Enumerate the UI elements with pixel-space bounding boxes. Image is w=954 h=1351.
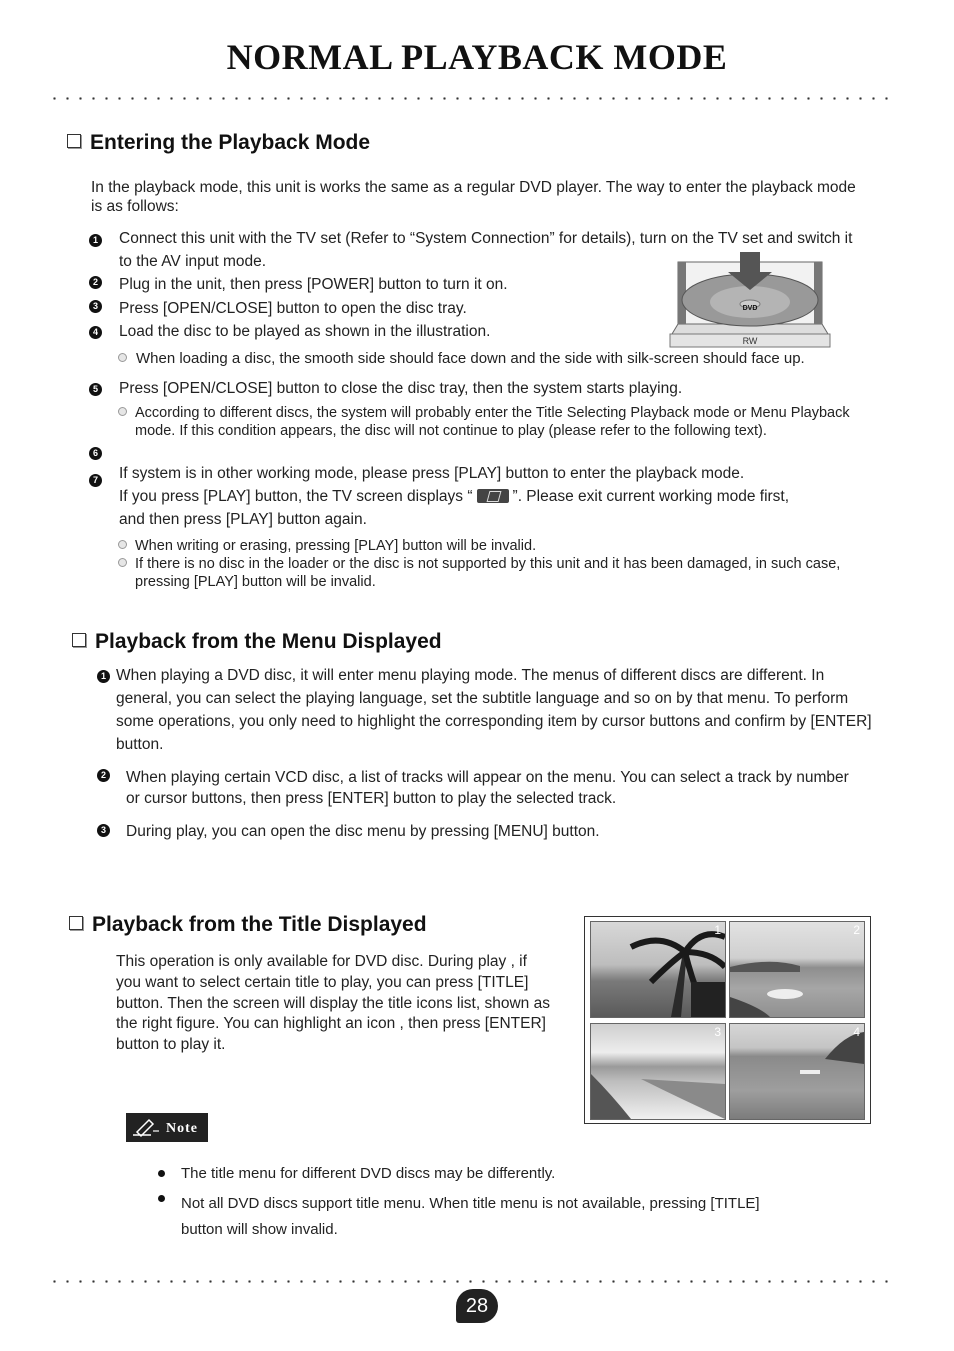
section-heading-entering bbox=[67, 131, 370, 155]
step-4-note: When loading a disc, the smooth side should face down and the side with silk-screen should face up. bbox=[136, 350, 805, 367]
title-body-text: This operation is only available for DVD disc. During play , if you want to select certain title to play, you can press [TITLE] button. Then the screen will display the title icons list, shown as the right figure. You can highlight an icon , then press [ENTER] button to play it. bbox=[116, 953, 550, 1054]
item-number-icon: 2 bbox=[97, 769, 110, 782]
step-7-text-b: ”. Please exit current working mode first, bbox=[512, 488, 790, 505]
step-number-icon: 7 bbox=[89, 474, 102, 487]
page-title: NORMAL PLAYBACK MODE bbox=[226, 37, 728, 77]
note-bullet bbox=[158, 1170, 165, 1177]
note-bullet-icon bbox=[118, 558, 127, 567]
tray-label: RW bbox=[742, 336, 758, 346]
play-note-a: When writing or erasing, pressing [PLAY] button will be invalid. bbox=[135, 538, 537, 554]
step-7-text bbox=[119, 485, 899, 508]
title-note-2: Not all DVD discs support title menu. When title menu is not available, pressing [TITLE] button will show invalid. bbox=[181, 1195, 760, 1238]
step-number-icon: 4 bbox=[89, 326, 102, 339]
top-divider bbox=[48, 97, 898, 100]
step-5-note: According to different discs, the system will probably enter the Title Selecting Playback mode or Menu Playback mode. If this condition appears, the disc will not continue to play (please refer to the following text). bbox=[135, 405, 850, 439]
thumbnail-number: 4 bbox=[853, 1025, 860, 1039]
heading-text: Entering the Playback Mode bbox=[90, 131, 371, 154]
thumbnail-number: 3 bbox=[714, 1025, 721, 1039]
menu-item-3: During play, you can open the disc menu by pressing [MENU] button. bbox=[126, 823, 600, 840]
note-label: Note bbox=[166, 1121, 198, 1136]
disc-tray-illustration bbox=[668, 252, 832, 348]
title-thumbnail-3[interactable] bbox=[590, 1023, 726, 1120]
beach-scene-icon bbox=[730, 922, 864, 1017]
dvd-logo: DVD bbox=[742, 305, 758, 312]
play-note-b: If there is no disc in the loader or the disc is not supported by this unit and it has been damaged, in such case, pressing [PLAY] button will be invalid. bbox=[135, 556, 841, 590]
title-thumbnail-4[interactable] bbox=[729, 1023, 865, 1120]
step-number-icon: 3 bbox=[89, 300, 102, 313]
menu-item-2: When playing certain VCD disc, a list of tracks will appear on the menu. You can select a track by number or cursor buttons, then press [ENTER] button to play the selected track. bbox=[126, 769, 849, 807]
note-bullet-icon bbox=[118, 407, 127, 416]
note-badge bbox=[126, 1113, 208, 1142]
note-bullet bbox=[158, 1195, 165, 1202]
step-number-icon: 6 bbox=[89, 447, 102, 460]
thumbnail-number: 1 bbox=[714, 923, 721, 937]
checkbox-icon bbox=[72, 633, 86, 647]
title-thumbnail-1[interactable] bbox=[590, 921, 726, 1018]
bottom-divider bbox=[48, 1280, 898, 1283]
item-number-icon: 1 bbox=[97, 670, 110, 683]
checkbox-icon bbox=[69, 916, 83, 930]
step-1-text: Connect this unit with the TV set (Refer to “System Connection” for details), turn on the TV set and switch it to the AV input mode. bbox=[119, 230, 853, 270]
step-7-text-a: If you press [PLAY] button, the TV screen displays “ bbox=[119, 488, 473, 505]
heading-text: Playback from the Menu Displayed bbox=[95, 630, 442, 653]
page-number: 28 bbox=[456, 1289, 498, 1323]
note-bullet-icon bbox=[118, 353, 127, 362]
section-heading-menu bbox=[72, 630, 442, 654]
step-4-text: Load the disc to be played as shown in the illustration. bbox=[119, 323, 491, 340]
title-thumbnail-2[interactable] bbox=[729, 921, 865, 1018]
heading-text: Playback from the Title Displayed bbox=[92, 913, 427, 936]
palm-tree-icon bbox=[591, 922, 725, 1017]
item-number-icon: 3 bbox=[97, 824, 110, 837]
step-2-text: Plug in the unit, then press [POWER] button to turn it on. bbox=[119, 276, 508, 293]
pencil-note-icon bbox=[131, 1117, 161, 1139]
shoreline-icon bbox=[591, 1024, 725, 1119]
step-7-text-c: and then press [PLAY] button again. bbox=[119, 511, 367, 528]
note-bullet-icon bbox=[118, 540, 127, 549]
title-icons-list bbox=[584, 916, 871, 1124]
step-number-icon: 5 bbox=[89, 383, 102, 396]
section-heading-title bbox=[69, 913, 427, 937]
disc-tray-svg bbox=[668, 252, 832, 348]
checkbox-icon bbox=[67, 134, 81, 148]
step-6-text: If system is in other working mode, please press [PLAY] button to enter the playback mode. bbox=[119, 465, 745, 482]
step-3-text: Press [OPEN/CLOSE] button to open the disc tray. bbox=[119, 300, 467, 317]
invalid-screen-icon bbox=[477, 489, 509, 503]
step-number-icon: 2 bbox=[89, 276, 102, 289]
title-note-1: The title menu for different DVD discs may be differently. bbox=[181, 1165, 556, 1182]
intro-text: In the playback mode, this unit is works the same as a regular DVD player. The way to enter the playback mode is as follows: bbox=[91, 179, 856, 215]
sea-boat-icon bbox=[730, 1024, 864, 1119]
step-5-text: Press [OPEN/CLOSE] button to close the disc tray, then the system starts playing. bbox=[119, 380, 683, 397]
thumbnail-number: 2 bbox=[853, 923, 860, 937]
step-number-icon: 1 bbox=[89, 234, 102, 247]
menu-item-1: When playing a DVD disc, it will enter menu playing mode. The menus of different discs are different. In general, you can select the playing language, set the subtitle language and so on by that menu. To perform some operations, you only need to highlight the corresponding item by cursor buttons and confirm by [ENTER] button. bbox=[116, 667, 872, 753]
